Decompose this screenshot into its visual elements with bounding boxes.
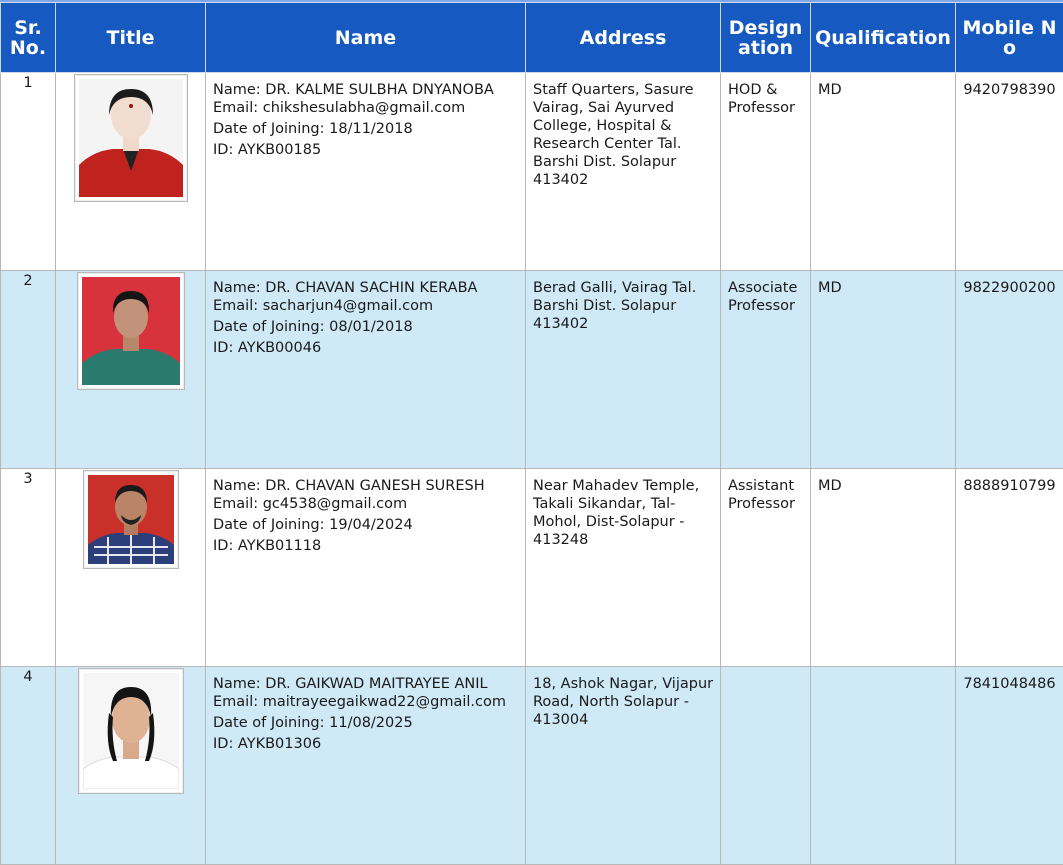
- staff-date-of-joining: Date of Joining: 11/08/2025: [213, 714, 521, 732]
- photo-cell: [56, 469, 206, 667]
- table-row: [1, 469, 1063, 667]
- designation-cell: [721, 667, 811, 865]
- staff-table: [0, 2, 1063, 865]
- photo-cell: [56, 73, 206, 271]
- qualification-cell: [811, 667, 956, 865]
- portrait-photo-icon[interactable]: [74, 74, 188, 202]
- mobile-cell: 7841048486: [956, 667, 1063, 865]
- designation-cell: Associate Professor: [721, 271, 811, 469]
- table-row: [1, 667, 1063, 865]
- staff-date-of-joining: Date of Joining: 19/04/2024: [213, 516, 521, 534]
- address-cell: Berad Galli, Vairag Tal. Barshi Dist. Solapur 413402: [526, 271, 721, 469]
- name-cell: [206, 469, 526, 667]
- sr-no-cell: 4: [1, 667, 56, 865]
- portrait-photo-icon[interactable]: [77, 272, 185, 390]
- table-row: [1, 271, 1063, 469]
- header-name: Name: [206, 3, 526, 73]
- header-qualification: Qualification: [811, 3, 956, 73]
- staff-email: Email: gc4538@gmail.com: [213, 495, 521, 513]
- table-header-row: [1, 3, 1063, 73]
- staff-email: Email: maitrayeegaikwad22@gmail.com: [213, 693, 521, 711]
- name-cell: [206, 271, 526, 469]
- staff-id: ID: AYKB00046: [213, 339, 521, 357]
- name-cell: [206, 667, 526, 865]
- header-designation: Designation: [721, 3, 811, 73]
- staff-date-of-joining: Date of Joining: 08/01/2018: [213, 318, 521, 336]
- staff-name: Name: DR. KALME SULBHA DNYANOBA: [213, 81, 521, 99]
- header-sr-no: Sr. No.: [1, 3, 56, 73]
- table-row: [1, 73, 1063, 271]
- qualification-cell: MD: [811, 469, 956, 667]
- staff-date-of-joining: Date of Joining: 18/11/2018: [213, 120, 521, 138]
- designation-cell: HOD & Professor: [721, 73, 811, 271]
- qualification-cell: MD: [811, 73, 956, 271]
- staff-email: Email: chikshesulabha@gmail.com: [213, 99, 521, 117]
- staff-name: Name: DR. GAIKWAD MAITRAYEE ANIL: [213, 675, 521, 693]
- sr-no-cell: 3: [1, 469, 56, 667]
- header-address: Address: [526, 3, 721, 73]
- staff-email: Email: sacharjun4@gmail.com: [213, 297, 521, 315]
- photo-cell: [56, 667, 206, 865]
- designation-cell: Assistant Professor: [721, 469, 811, 667]
- address-cell: Near Mahadev Temple, Takali Sikandar, Tal-Mohol, Dist-Solapur - 413248: [526, 469, 721, 667]
- staff-id: ID: AYKB01306: [213, 735, 521, 753]
- mobile-cell: 9420798390: [956, 73, 1063, 271]
- mobile-cell: 8888910799: [956, 469, 1063, 667]
- sr-no-cell: 2: [1, 271, 56, 469]
- photo-cell: [56, 271, 206, 469]
- name-cell: [206, 73, 526, 271]
- header-title: Title: [56, 3, 206, 73]
- sr-no-cell: 1: [1, 73, 56, 271]
- mobile-cell: 9822900200: [956, 271, 1063, 469]
- portrait-photo-icon[interactable]: [78, 668, 184, 794]
- header-mobile-no: Mobile No: [956, 3, 1063, 73]
- address-cell: 18, Ashok Nagar, Vijapur Road, North Solapur - 413004: [526, 667, 721, 865]
- address-cell: Staff Quarters, Sasure Vairag, Sai Ayurved College, Hospital & Research Center Tal. Barshi Dist. Solapur 413402: [526, 73, 721, 271]
- staff-name: Name: DR. CHAVAN GANESH SURESH: [213, 477, 521, 495]
- staff-id: ID: AYKB00185: [213, 141, 521, 159]
- qualification-cell: MD: [811, 271, 956, 469]
- staff-id: ID: AYKB01118: [213, 537, 521, 555]
- staff-name: Name: DR. CHAVAN SACHIN KERABA: [213, 279, 521, 297]
- portrait-photo-icon[interactable]: [83, 470, 179, 569]
